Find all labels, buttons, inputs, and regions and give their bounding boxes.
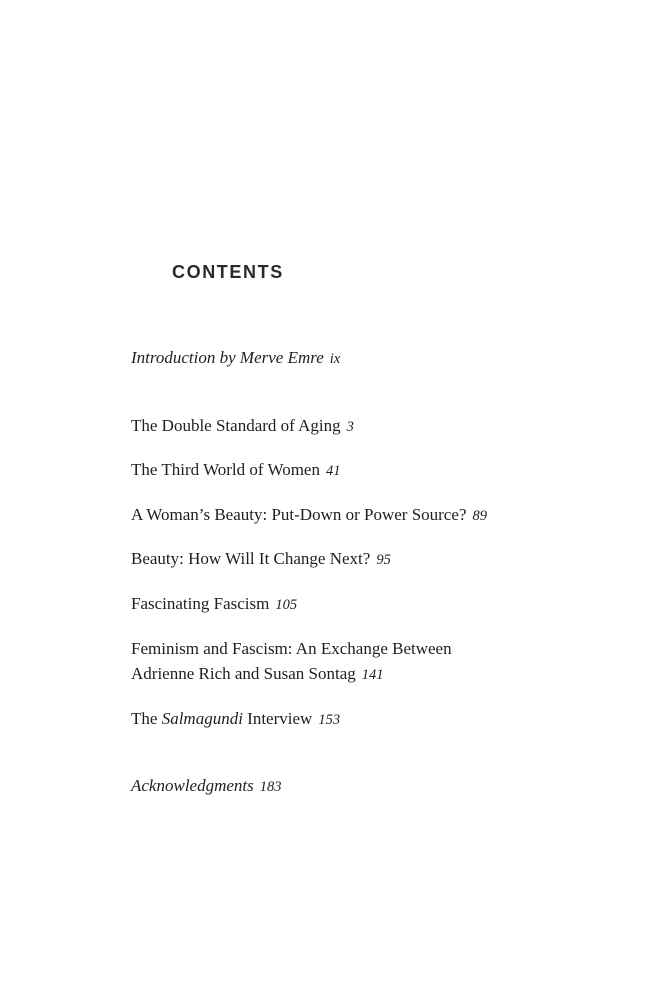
- toc-entry-title-line2: Adrienne Rich and Susan Sontag: [131, 664, 356, 683]
- toc-page-number: 141: [361, 667, 384, 683]
- toc-entry-salmagundi[interactable]: [131, 706, 340, 733]
- toc-entry-double-standard[interactable]: [131, 413, 354, 440]
- toc-entry-title: The Double Standard of Aging: [131, 416, 341, 435]
- toc-page-number: 183: [259, 779, 282, 795]
- toc-page-number: 105: [275, 597, 298, 613]
- toc-page-number: 89: [472, 508, 487, 524]
- toc-entry-acknowledgments[interactable]: [131, 773, 282, 800]
- toc-entry-title-italic: Salmagundi: [161, 709, 243, 728]
- toc-entry-title-suffix: Interview: [247, 709, 313, 728]
- toc-entry-title: Introduction by Merve Emre: [131, 348, 324, 367]
- toc-entry-title-line1: Feminism and Fascism: An Exchange Between: [131, 639, 452, 658]
- toc-entry-title: A Woman’s Beauty: Put-Down or Power Source?: [131, 505, 467, 524]
- toc-entry-fascinating-fascism[interactable]: [131, 591, 297, 618]
- toc-entry-third-world[interactable]: [131, 457, 340, 484]
- toc-page-number: 3: [346, 419, 354, 435]
- toc-page-number: 153: [318, 712, 341, 728]
- toc-entry-introduction[interactable]: [131, 345, 340, 372]
- toc-page-number: 95: [376, 552, 391, 568]
- toc-entry-title: Acknowledgments: [131, 776, 254, 795]
- toc-entry-feminism-fascism[interactable]: [131, 636, 452, 688]
- toc-page-number: ix: [329, 351, 341, 367]
- toc-entry-title: Beauty: How Will It Change Next?: [131, 549, 371, 568]
- toc-page-number: 41: [325, 463, 341, 479]
- toc-entry-title: Fascinating Fascism: [131, 594, 270, 613]
- toc-entry-beauty-change[interactable]: [131, 546, 391, 573]
- toc-entry-title: The Third World of Women: [131, 460, 320, 479]
- contents-heading: CONTENTS: [172, 262, 284, 282]
- toc-entry-title-prefix: The: [131, 709, 158, 728]
- toc-entry-womans-beauty[interactable]: [131, 502, 487, 529]
